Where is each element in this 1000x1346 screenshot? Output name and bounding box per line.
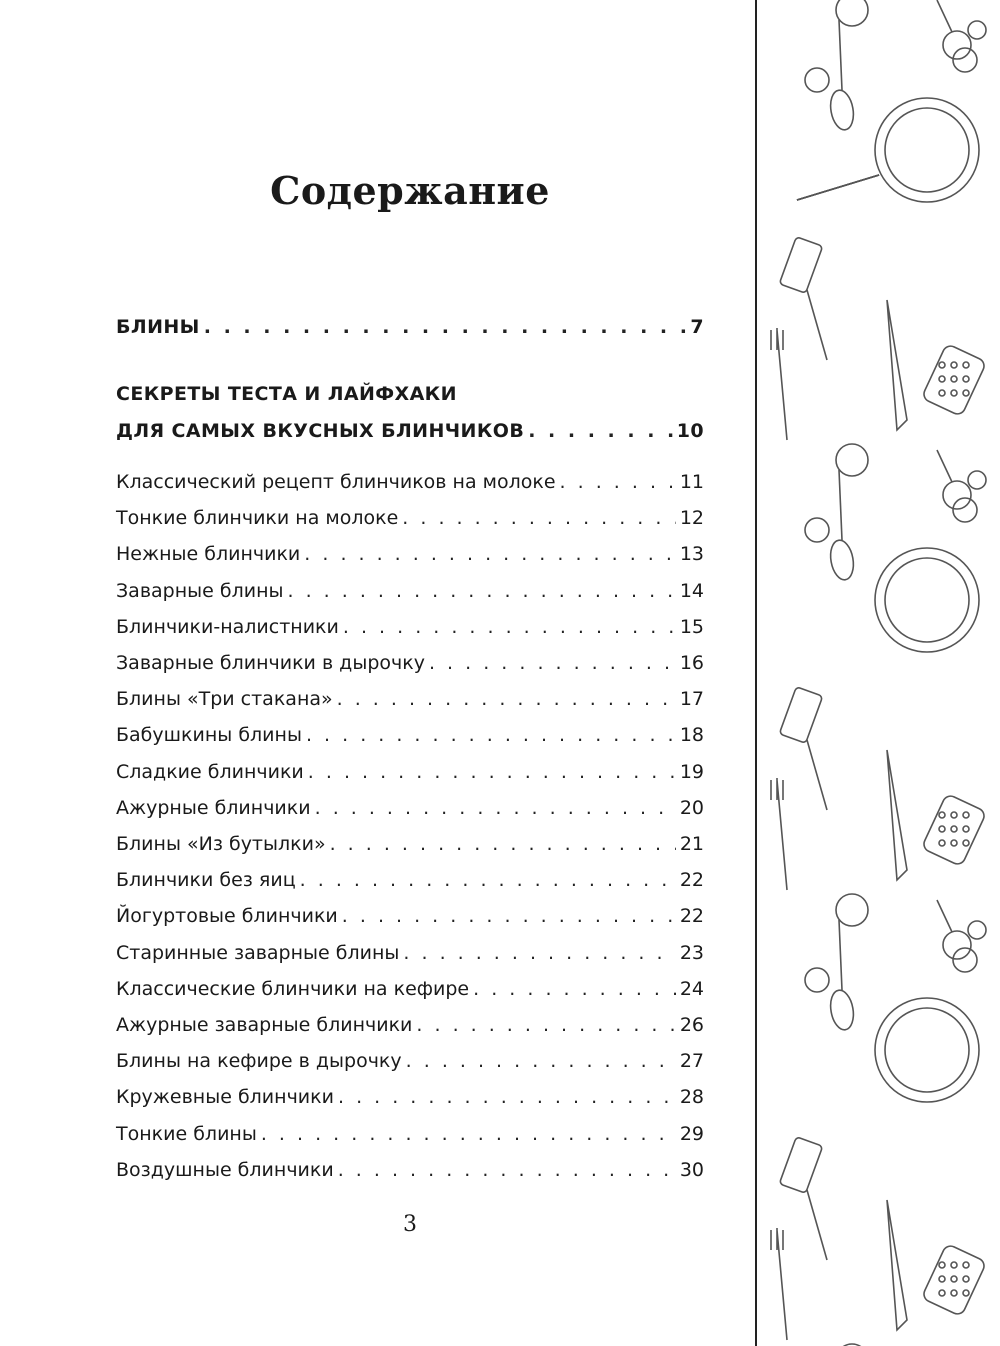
skimmer-icon [921,344,986,417]
ladle-icon [943,931,971,959]
frying-pan-icon [875,98,979,202]
toc-entry-label: Нежные блинчики [116,543,301,566]
toc-entry [116,832,704,856]
skimmer-hole-icon [963,840,969,846]
dot-leader [528,419,673,443]
dot-leader [416,1013,675,1037]
toc-section-row [116,315,704,339]
skimmer-hole-icon [963,1276,969,1282]
kitchen-utensils-illustration [755,0,1000,1346]
toc-entry-label: Блины «Три стакана» [116,688,333,711]
skimmer-hole-icon [939,390,945,396]
skimmer-icon [921,794,986,867]
spatula-handle-icon [807,1190,827,1260]
skimmer-hole-icon [951,826,957,832]
skimmer-hole-icon [963,376,969,382]
skimmer-hole-icon [963,1262,969,1268]
spatula-icon [779,1137,822,1194]
spoon-icon [828,88,857,131]
toc-entry-label: Блины на кефире в дырочку [116,1050,402,1073]
toc-page-number: 17 [679,688,704,711]
toc-page-number: 14 [679,579,704,602]
frying-pan-icon [885,558,969,642]
ladle-icon [943,481,971,509]
toc-page-number: 13 [679,543,704,566]
toc-page-number: 15 [679,615,704,638]
measuring-spoon-icon [968,21,986,39]
toc-page-number: 28 [679,1086,704,1109]
skimmer-hole-icon [951,362,957,368]
dot-leader [338,1158,676,1182]
toc-entry [116,868,704,892]
toc-page-number: 29 [679,1122,704,1145]
toc-entry-label: Ажурные заварные блинчики [116,1014,413,1036]
spoon-handle-icon [839,920,842,990]
toc-entry [116,723,704,747]
toc-entry [116,941,704,965]
dot-leader [261,1122,676,1146]
skimmer-hole-icon [963,362,969,368]
skimmer-hole-icon [963,812,969,818]
dot-leader [560,470,676,494]
toc-page-number: 7 [690,316,704,338]
toc-entry [116,470,704,494]
toc-section-label: ДЛЯ САМЫХ ВКУСНЫХ БЛИНЧИКОВ [116,420,525,442]
toc-page-number: 12 [679,507,704,530]
fork-icon [771,778,787,890]
pizza-cutter-icon [805,968,829,992]
toc-page-number: 18 [679,724,704,747]
dot-leader [473,977,676,1001]
dot-leader [204,315,687,339]
toc-entry-label: Бабушкины блины [116,724,302,747]
dot-leader [429,651,676,675]
dot-leader [308,760,676,784]
skimmer-hole-icon [939,376,945,382]
toc-page-number: 21 [679,833,704,855]
toc-entry [116,1122,704,1146]
dot-leader [288,579,676,603]
toc-page-number: 27 [679,1050,704,1073]
toc-page-number: 10 [676,420,704,442]
skimmer-hole-icon [963,1290,969,1296]
toc-entry [116,1158,704,1182]
frying-pan-icon [885,108,969,192]
toc-page-number: 16 [679,652,704,674]
toc-entry-label: Заварные блины [116,579,284,602]
tart-tin-icon [836,894,868,926]
pizza-cutter-icon [805,68,829,92]
toc-entry [116,796,704,820]
toc-entry-label: Блинчики-налистники [116,615,339,638]
spatula-handle-icon [807,740,827,810]
pan-handle-icon [797,175,879,200]
toc-section-label-line1: СЕКРЕТЫ ТЕСТА И ЛАЙФХАКИ [116,383,457,405]
toc-entry-label: Блинчики без яиц [116,869,296,892]
toc-entry [116,904,704,928]
spatula-icon [779,237,822,294]
pizza-cutter-icon [805,518,829,542]
toc-entry-label: Сладкие блинчики [116,760,304,783]
fork-icon [771,1228,787,1340]
dot-leader [306,723,676,747]
knife-icon [887,300,907,430]
toc-entry-label: Йогуртовые блинчики [116,905,338,928]
skimmer-icon [921,1244,986,1317]
toc-entry [116,1085,704,1109]
spoon-handle-icon [839,470,842,540]
knife-icon [887,750,907,880]
spoon-handle-icon [839,20,842,90]
skimmer-hole-icon [939,362,945,368]
skimmer-hole-icon [951,1290,957,1296]
toc-entry-label: Блины «Из бутылки» [116,833,326,855]
measuring-spoon-icon [968,921,986,939]
skimmer-hole-icon [963,390,969,396]
toc-page-number: 22 [679,905,704,928]
skimmer-hole-icon [939,812,945,818]
measuring-spoon-icon [953,498,977,522]
toc-section-row [116,382,704,406]
toc-entry [116,977,704,1001]
skimmer-hole-icon [951,390,957,396]
ladle-handle-icon [937,0,952,32]
skimmer-hole-icon [939,1276,945,1282]
dot-leader [315,796,676,820]
dot-leader [330,832,676,856]
toc-entry [116,1049,704,1073]
dot-leader [300,868,676,892]
dot-leader [403,941,675,965]
toc-entry [116,1013,704,1037]
utensils-pattern-icon [757,0,1000,1346]
tart-tin-icon [836,0,868,26]
skimmer-hole-icon [939,826,945,832]
frying-pan-icon [875,998,979,1102]
toc-entry-label: Воздушные блинчики [116,1158,334,1181]
page-number: 3 [403,1212,417,1237]
toc-page-number: 30 [679,1158,704,1181]
toc-entry-label: Старинные заварные блины [116,941,400,964]
toc-entry [116,687,704,711]
toc-entry-label: Тонкие блины [116,1122,257,1145]
toc-entry-label: Тонкие блинчики на молоке [116,507,399,530]
ladle-handle-icon [937,900,952,932]
dot-leader [338,1085,676,1109]
skimmer-hole-icon [939,1262,945,1268]
dot-leader [342,904,676,928]
knife-icon [887,1200,907,1330]
ladle-icon [943,31,971,59]
dot-leader [402,506,676,530]
toc-entry-label: Заварные блинчики в дырочку [116,652,425,674]
toc-entry [116,615,704,639]
dot-leader [343,615,676,639]
toc-entry-label: Классические блинчики на кефире [116,977,470,1000]
skimmer-hole-icon [951,1276,957,1282]
toc-page-number: 19 [679,760,704,783]
toc-entry [116,542,704,566]
spatula-handle-icon [807,290,827,360]
toc-page-number: 23 [679,941,704,964]
measuring-spoon-icon [953,948,977,972]
page-title: Содержание [270,168,550,213]
skimmer-hole-icon [939,840,945,846]
skimmer-hole-icon [963,826,969,832]
toc-page-number: 26 [679,1014,704,1036]
toc-page-number: 22 [679,869,704,892]
toc-entry-label: Классический рецепт блинчиков на молоке [116,471,556,493]
frying-pan-icon [885,1008,969,1092]
ladle-handle-icon [937,450,952,482]
spoon-icon [828,988,857,1031]
toc-entry [116,506,704,530]
toc-entry-label: Кружевные блинчики [116,1086,334,1109]
toc-entry-label: Ажурные блинчики [116,796,311,819]
toc-section-label: БЛИНЫ [116,316,200,338]
skimmer-hole-icon [951,1262,957,1268]
toc-page-number: 24 [679,977,704,1000]
toc-page-number: 20 [679,796,704,819]
measuring-spoon-icon [953,48,977,72]
dot-leader [406,1049,676,1073]
skimmer-hole-icon [951,840,957,846]
skimmer-hole-icon [951,812,957,818]
toc-entry [116,760,704,784]
toc-entry [116,579,704,603]
toc-section-row [116,419,704,443]
fork-icon [771,328,787,440]
toc-entry [116,651,704,675]
dot-leader [337,687,676,711]
dot-leader [304,542,676,566]
skimmer-hole-icon [939,1290,945,1296]
frying-pan-icon [875,548,979,652]
spatula-icon [779,687,822,744]
tart-tin-icon [836,444,868,476]
spoon-icon [828,538,857,581]
toc-page-number: 11 [679,471,704,493]
measuring-spoon-icon [968,471,986,489]
skimmer-hole-icon [951,376,957,382]
